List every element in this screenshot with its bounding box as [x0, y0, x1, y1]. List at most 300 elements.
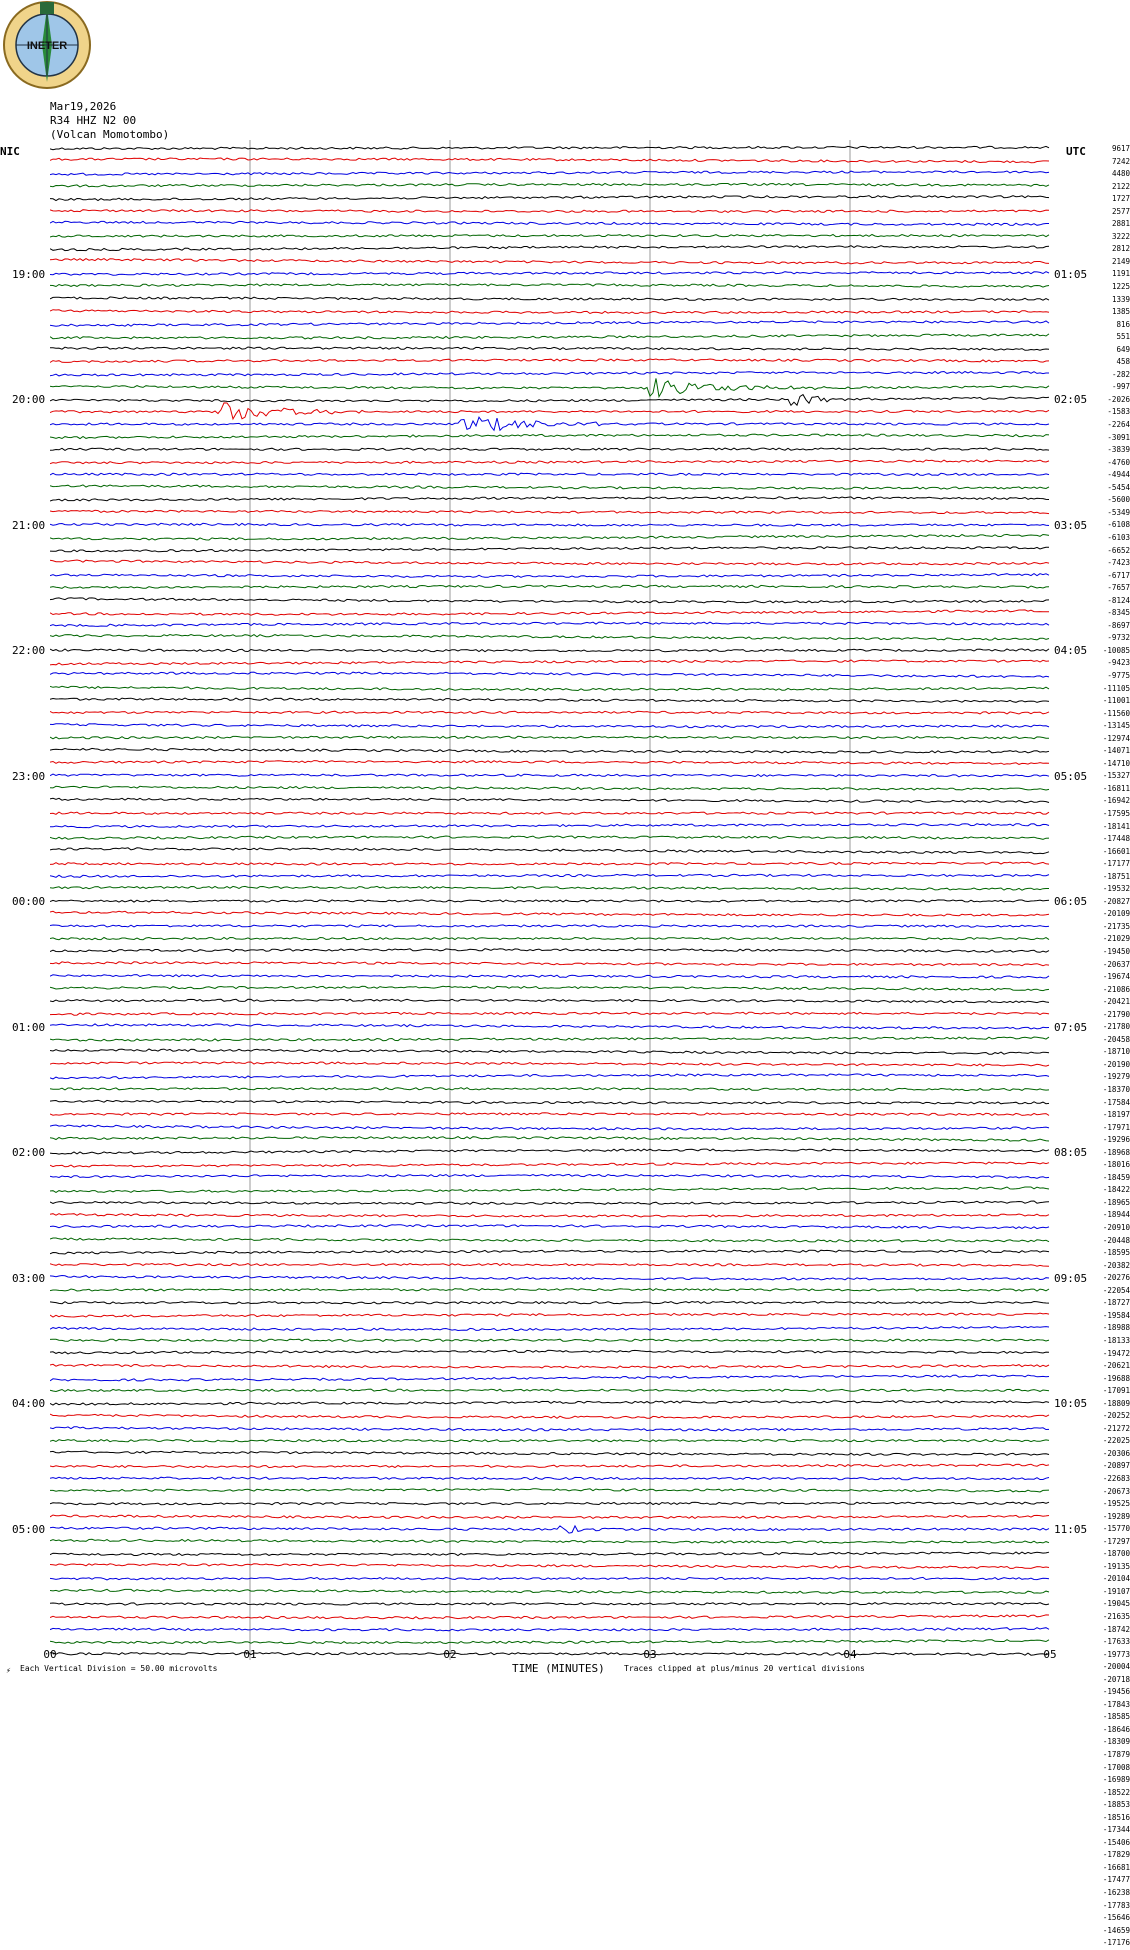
seismic-trace — [50, 1489, 1049, 1492]
x-tick-label: 03 — [643, 1648, 657, 1661]
hour-label-nic: 20:00 — [12, 393, 46, 406]
trace-count: -20827 — [1102, 896, 1130, 906]
seismic-trace — [50, 171, 1049, 175]
seismic-trace — [50, 1440, 1049, 1442]
hour-label-utc: 08:05 — [1054, 1146, 1088, 1159]
seismic-trace — [50, 1577, 1049, 1580]
seismic-trace — [50, 812, 1049, 814]
trace-count: -20673 — [1102, 1486, 1130, 1496]
trace-count: 1191 — [1111, 269, 1130, 279]
trace-count: -8697 — [1107, 620, 1130, 630]
hour-label-utc: 01:05 — [1054, 267, 1088, 281]
seismic-trace — [50, 1414, 1049, 1418]
seismic-trace — [50, 1289, 1049, 1292]
trace-count: -14710 — [1102, 758, 1130, 768]
trace-count: -18459 — [1102, 1172, 1130, 1182]
trace-count: -20382 — [1102, 1260, 1130, 1270]
trace-count: -2264 — [1107, 420, 1130, 430]
trace-count: -5454 — [1107, 482, 1130, 492]
seismic-trace — [50, 649, 1049, 652]
x-tick-label: 05 — [1043, 1648, 1057, 1661]
trace-count: -21086 — [1102, 984, 1130, 994]
trace-count: -16989 — [1102, 1775, 1130, 1785]
trace-count: -4944 — [1107, 470, 1130, 480]
trace-count: -9423 — [1107, 658, 1130, 668]
trace-count: -12974 — [1102, 733, 1130, 743]
seismic-trace — [50, 999, 1049, 1003]
seismic-trace — [50, 547, 1049, 552]
trace-count: -21790 — [1102, 1009, 1130, 1019]
trace-count: -18853 — [1102, 1800, 1130, 1810]
seismic-trace — [50, 1515, 1049, 1518]
seismic-trace — [50, 417, 1049, 430]
scale-note-icon: ⚡ — [6, 1666, 11, 1675]
trace-count: -20004 — [1102, 1662, 1130, 1672]
seismic-trace — [50, 310, 1049, 314]
trace-count: -18133 — [1102, 1335, 1130, 1345]
trace-count: -17843 — [1102, 1699, 1130, 1709]
trace-count: 2881 — [1111, 219, 1130, 229]
seismic-trace — [50, 824, 1049, 828]
svg-text:INETER: INETER — [26, 40, 68, 52]
seismic-trace — [50, 523, 1049, 526]
seismic-trace — [50, 1451, 1049, 1455]
trace-count: -10085 — [1102, 645, 1130, 655]
seismogram-plot — [50, 140, 1050, 1660]
seismic-trace — [50, 1640, 1049, 1644]
trace-count: -18585 — [1102, 1712, 1130, 1722]
seismic-trace — [50, 686, 1049, 690]
seismic-trace — [50, 259, 1049, 264]
trace-count: -21635 — [1102, 1611, 1130, 1621]
trace-count: -20448 — [1102, 1235, 1130, 1245]
seismic-trace — [50, 1603, 1049, 1606]
trace-count: -18309 — [1102, 1737, 1130, 1747]
trace-count: 1339 — [1111, 294, 1130, 304]
trace-count: -20910 — [1102, 1223, 1130, 1233]
seismic-trace — [50, 761, 1049, 765]
trace-count: -18422 — [1102, 1185, 1130, 1195]
seismic-trace — [50, 1401, 1049, 1405]
trace-count: -18944 — [1102, 1210, 1130, 1220]
seismic-trace — [50, 1350, 1049, 1354]
seismic-trace — [50, 1238, 1049, 1242]
trace-count: -1583 — [1107, 407, 1130, 417]
trace-count: -7657 — [1107, 583, 1130, 593]
seismic-trace — [50, 1250, 1049, 1254]
seismic-trace — [50, 378, 1049, 396]
trace-count: -7423 — [1107, 558, 1130, 568]
trace-count: 3222 — [1111, 231, 1130, 241]
x-tick-label: 02 — [443, 1648, 457, 1661]
seismic-trace — [50, 900, 1049, 902]
trace-count: -21272 — [1102, 1423, 1130, 1433]
trace-count: -17595 — [1102, 808, 1130, 818]
station-code: R34 HHZ N2 00 — [50, 114, 137, 127]
trace-count: -21735 — [1102, 921, 1130, 931]
trace-count: -19296 — [1102, 1135, 1130, 1145]
seismic-trace — [50, 610, 1049, 615]
seismic-trace — [50, 1502, 1049, 1505]
trace-count: -282 — [1111, 369, 1130, 379]
seismic-trace — [50, 1264, 1049, 1267]
trace-count: -18742 — [1102, 1624, 1130, 1634]
seismic-trace — [50, 1427, 1049, 1431]
trace-count: -20718 — [1102, 1674, 1130, 1684]
trace-count: -11001 — [1102, 696, 1130, 706]
trace-count: -22683 — [1102, 1473, 1130, 1483]
trace-count: 1385 — [1111, 307, 1130, 317]
seismic-trace — [50, 510, 1049, 513]
trace-count: -14659 — [1102, 1925, 1130, 1935]
seismic-trace — [50, 1201, 1049, 1204]
trace-count: -8124 — [1107, 595, 1130, 605]
seismic-trace — [50, 1125, 1049, 1130]
seismic-trace — [50, 395, 1049, 406]
trace-count: -17008 — [1102, 1762, 1130, 1772]
seismic-trace — [50, 1477, 1049, 1480]
seismic-trace — [50, 1049, 1049, 1054]
seismic-trace — [50, 1552, 1049, 1556]
trace-count: -6717 — [1107, 570, 1130, 580]
seismic-trace — [50, 862, 1049, 865]
hour-label-utc: 05:05 — [1054, 769, 1088, 783]
seismic-trace — [50, 1174, 1049, 1178]
trace-count: 816 — [1116, 319, 1130, 329]
trace-count: -20897 — [1102, 1461, 1130, 1471]
trace-count: -18016 — [1102, 1160, 1130, 1170]
trace-count: -18595 — [1102, 1248, 1130, 1258]
seismic-trace — [50, 183, 1049, 187]
seismic-trace — [50, 1225, 1049, 1229]
trace-count: -19674 — [1102, 972, 1130, 982]
trace-count: 458 — [1116, 357, 1130, 367]
trace-count: -17971 — [1102, 1122, 1130, 1132]
trace-count: -17297 — [1102, 1536, 1130, 1546]
seismic-trace — [50, 848, 1049, 854]
trace-count: -20104 — [1102, 1574, 1130, 1584]
hour-label-nic: 03:00 — [12, 1271, 46, 1285]
seismic-trace — [50, 1037, 1049, 1041]
seismic-trace — [50, 1339, 1049, 1341]
seismic-trace — [50, 534, 1049, 540]
seismic-trace — [50, 272, 1049, 276]
seismic-trace — [50, 321, 1049, 326]
trace-count: -11105 — [1102, 683, 1130, 693]
seismic-trace — [50, 911, 1049, 916]
trace-count: -16942 — [1102, 796, 1130, 806]
hour-label-nic: 05:00 — [12, 1522, 46, 1536]
trace-count: -9775 — [1107, 670, 1130, 680]
trace-count: -18370 — [1102, 1085, 1130, 1095]
trace-count: -20621 — [1102, 1361, 1130, 1371]
seismic-trace — [50, 235, 1049, 238]
seismic-trace — [50, 1313, 1049, 1317]
trace-count: -18646 — [1102, 1724, 1130, 1734]
seismic-trace — [50, 1149, 1049, 1154]
timezone-right: UTC — [1066, 145, 1086, 158]
x-tick-label: 04 — [843, 1648, 857, 1661]
trace-count: -18968 — [1102, 1147, 1130, 1157]
trace-count: -19279 — [1102, 1072, 1130, 1082]
seismic-trace — [50, 448, 1049, 450]
trace-count: -20458 — [1102, 1034, 1130, 1044]
seismic-trace — [50, 1276, 1049, 1280]
trace-count: -5600 — [1107, 495, 1130, 505]
seismic-trace — [50, 975, 1049, 978]
trace-count: -3091 — [1107, 432, 1130, 442]
trace-count: 4480 — [1111, 169, 1130, 179]
trace-count: -17783 — [1102, 1900, 1130, 1910]
trace-count: -19456 — [1102, 1687, 1130, 1697]
seismic-trace — [50, 1564, 1049, 1569]
trace-count: -19532 — [1102, 884, 1130, 894]
hour-label-utc: 11:05 — [1054, 1522, 1088, 1536]
seismic-trace — [50, 1187, 1049, 1192]
trace-count: 551 — [1116, 332, 1130, 342]
seismic-trace — [50, 1113, 1049, 1116]
trace-count: -17091 — [1102, 1386, 1130, 1396]
seismic-trace — [50, 1024, 1049, 1029]
seismic-trace — [50, 672, 1049, 677]
seismic-trace — [50, 698, 1049, 702]
seismic-trace — [50, 334, 1049, 339]
seismic-trace — [50, 585, 1049, 588]
trace-count: -17448 — [1102, 834, 1130, 844]
seismic-trace — [50, 886, 1049, 890]
seismic-trace — [50, 949, 1049, 953]
seismic-trace — [50, 246, 1049, 251]
trace-count: 9617 — [1111, 144, 1130, 153]
trace-count: -18727 — [1102, 1298, 1130, 1308]
trace-count: 7242 — [1111, 156, 1130, 166]
trace-count: -19135 — [1102, 1561, 1130, 1571]
seismic-trace — [50, 1326, 1049, 1330]
trace-count: -2026 — [1107, 394, 1130, 404]
trace-count: 2122 — [1111, 181, 1130, 191]
seismic-trace — [50, 1162, 1049, 1167]
trace-count: -21029 — [1102, 934, 1130, 944]
seismic-trace — [50, 146, 1049, 149]
hour-label-utc: 03:05 — [1054, 518, 1088, 532]
trace-count: 1727 — [1111, 194, 1130, 204]
seismic-trace — [50, 485, 1049, 489]
trace-count: -8345 — [1107, 608, 1130, 618]
trace-count: -6652 — [1107, 545, 1130, 555]
seismic-trace — [50, 1539, 1049, 1543]
hour-label-nic: 02:00 — [12, 1146, 46, 1159]
seismic-trace — [50, 497, 1049, 501]
trace-count: -9732 — [1107, 633, 1130, 643]
volcano-name: (Volcan Momotombo) — [50, 128, 170, 141]
seismic-trace — [50, 1653, 1049, 1656]
trace-count: -19289 — [1102, 1511, 1130, 1521]
seismic-trace — [50, 622, 1049, 626]
seismic-trace — [50, 1589, 1049, 1593]
seismic-trace — [50, 986, 1049, 990]
seismic-trace — [50, 1012, 1049, 1015]
hour-label-nic: 19:00 — [12, 267, 46, 281]
hour-label-nic: 01:00 — [12, 1020, 46, 1034]
trace-count: -19688 — [1102, 1373, 1130, 1383]
trace-count: -4760 — [1107, 457, 1130, 467]
seismic-trace — [50, 660, 1049, 665]
trace-count: -16238 — [1102, 1888, 1130, 1898]
trace-count: -19450 — [1102, 947, 1130, 956]
trace-count: -18965 — [1102, 1197, 1130, 1207]
trace-count: -18751 — [1102, 871, 1130, 881]
trace-count: -19107 — [1102, 1586, 1130, 1596]
trace-count: 2149 — [1111, 256, 1130, 266]
seismic-trace — [50, 560, 1049, 565]
seismic-trace — [50, 1464, 1049, 1468]
trace-count: -17177 — [1102, 859, 1130, 869]
seismic-trace — [50, 724, 1049, 728]
seismic-trace — [50, 1074, 1049, 1079]
hour-label-utc: 02:05 — [1054, 393, 1088, 406]
trace-counts-column — [1098, 143, 1130, 1950]
seismic-trace — [50, 1062, 1049, 1066]
trace-count: -17344 — [1102, 1825, 1130, 1835]
trace-count: -15406 — [1102, 1837, 1130, 1847]
trace-count: -5349 — [1107, 507, 1130, 517]
trace-count: -20252 — [1102, 1411, 1130, 1421]
trace-count: -15646 — [1102, 1913, 1130, 1923]
seismic-trace — [50, 221, 1049, 225]
trace-count: -22054 — [1102, 1285, 1130, 1295]
record-date: Mar19,2026 — [50, 100, 117, 113]
seismic-trace — [50, 1364, 1049, 1368]
trace-count: -18522 — [1102, 1787, 1130, 1797]
trace-count: -19045 — [1102, 1599, 1130, 1609]
seismic-trace — [50, 297, 1049, 301]
seismic-trace — [50, 748, 1049, 753]
x-tick-label: 00 — [43, 1648, 57, 1661]
trace-count: -19584 — [1102, 1310, 1130, 1320]
trace-count: -20637 — [1102, 959, 1130, 969]
seismic-trace — [50, 1100, 1049, 1104]
trace-count: -21780 — [1102, 1022, 1130, 1032]
seismic-trace — [50, 1526, 1049, 1533]
trace-count: -20109 — [1102, 909, 1130, 919]
seismic-trace — [50, 403, 1049, 419]
seismic-trace — [50, 1214, 1049, 1217]
trace-count: 2812 — [1111, 244, 1130, 254]
seismic-trace — [50, 196, 1049, 201]
seismic-trace — [50, 598, 1049, 603]
seismic-trace — [50, 774, 1049, 777]
seismic-trace — [50, 473, 1049, 475]
seismic-trace — [50, 1375, 1049, 1381]
hour-label-nic: 22:00 — [12, 644, 46, 657]
hour-label-nic: 04:00 — [12, 1397, 46, 1410]
trace-count: -17879 — [1102, 1750, 1130, 1759]
seismic-trace — [50, 925, 1049, 927]
hour-label-nic: 21:00 — [12, 518, 46, 532]
seismic-trace — [50, 1628, 1049, 1631]
trace-count: -19773 — [1102, 1649, 1130, 1659]
ineter-logo-icon — [0, 0, 95, 99]
trace-count: -11560 — [1102, 708, 1130, 718]
trace-count: -6108 — [1107, 520, 1130, 530]
trace-count: -997 — [1111, 382, 1130, 392]
seismic-trace — [50, 210, 1049, 213]
trace-count: -17176 — [1102, 1938, 1130, 1948]
hour-label-utc: 09:05 — [1054, 1271, 1088, 1285]
seismic-trace — [50, 1137, 1049, 1142]
trace-count: -18516 — [1102, 1812, 1130, 1822]
trace-count: -6103 — [1107, 532, 1130, 542]
seismic-trace — [50, 874, 1049, 877]
trace-count: -17829 — [1102, 1850, 1130, 1860]
trace-count: -13145 — [1102, 721, 1130, 731]
seismic-trace — [50, 938, 1049, 940]
hour-label-utc: 07:05 — [1054, 1020, 1088, 1034]
timezone-left: NIC — [0, 145, 20, 158]
trace-count: -15327 — [1102, 771, 1130, 781]
trace-count: -17584 — [1102, 1097, 1130, 1107]
seismic-trace — [50, 635, 1049, 641]
scale-note: Each Vertical Division = 50.00 microvolts — [20, 1664, 218, 1673]
trace-count: -19525 — [1102, 1499, 1130, 1509]
trace-count: -14071 — [1102, 746, 1130, 756]
x-axis-label: TIME (MINUTES) — [512, 1662, 605, 1675]
seismic-trace — [50, 711, 1049, 714]
trace-count: -3839 — [1107, 445, 1130, 455]
seismic-trace — [50, 574, 1049, 578]
trace-count: -20190 — [1102, 1059, 1130, 1069]
hour-label-nic: 23:00 — [12, 769, 46, 783]
trace-count: -16601 — [1102, 846, 1130, 856]
seismic-trace — [50, 786, 1049, 790]
seismic-trace — [50, 1615, 1049, 1619]
trace-count: -16681 — [1102, 1862, 1130, 1872]
trace-count: 649 — [1116, 344, 1130, 354]
trace-count: -18141 — [1102, 821, 1130, 831]
seismic-trace — [50, 434, 1049, 439]
seismic-trace — [50, 347, 1049, 350]
trace-count: 2577 — [1111, 206, 1130, 216]
seismic-trace — [50, 736, 1049, 739]
x-tick-label: 01 — [243, 1648, 257, 1661]
trace-count: -18809 — [1102, 1398, 1130, 1408]
trace-count: 1225 — [1111, 282, 1130, 292]
hour-label-nic: 00:00 — [12, 895, 46, 908]
seismic-trace — [50, 836, 1049, 839]
trace-count: -20276 — [1102, 1273, 1130, 1283]
trace-count: -18197 — [1102, 1110, 1130, 1120]
trace-count: -15770 — [1102, 1524, 1130, 1534]
trace-count: -20421 — [1102, 997, 1130, 1007]
seismic-trace — [50, 284, 1049, 288]
seismic-trace — [50, 1389, 1049, 1391]
seismic-trace — [50, 1302, 1049, 1304]
seismic-trace — [50, 1088, 1049, 1091]
hour-label-utc: 06:05 — [1054, 895, 1088, 908]
clip-note: Traces clipped at plus/minus 20 vertical divisions — [624, 1664, 865, 1673]
trace-count: -22025 — [1102, 1436, 1130, 1446]
seismic-trace — [50, 460, 1049, 464]
trace-count: -17633 — [1102, 1637, 1130, 1647]
trace-count: -20306 — [1102, 1448, 1130, 1458]
seismic-trace — [50, 372, 1049, 377]
trace-count: -18700 — [1102, 1549, 1130, 1559]
trace-count: -18710 — [1102, 1047, 1130, 1057]
trace-count: -18988 — [1102, 1323, 1130, 1333]
seismic-trace — [50, 962, 1049, 966]
trace-count: -19472 — [1102, 1348, 1130, 1358]
seismic-trace — [50, 158, 1049, 163]
